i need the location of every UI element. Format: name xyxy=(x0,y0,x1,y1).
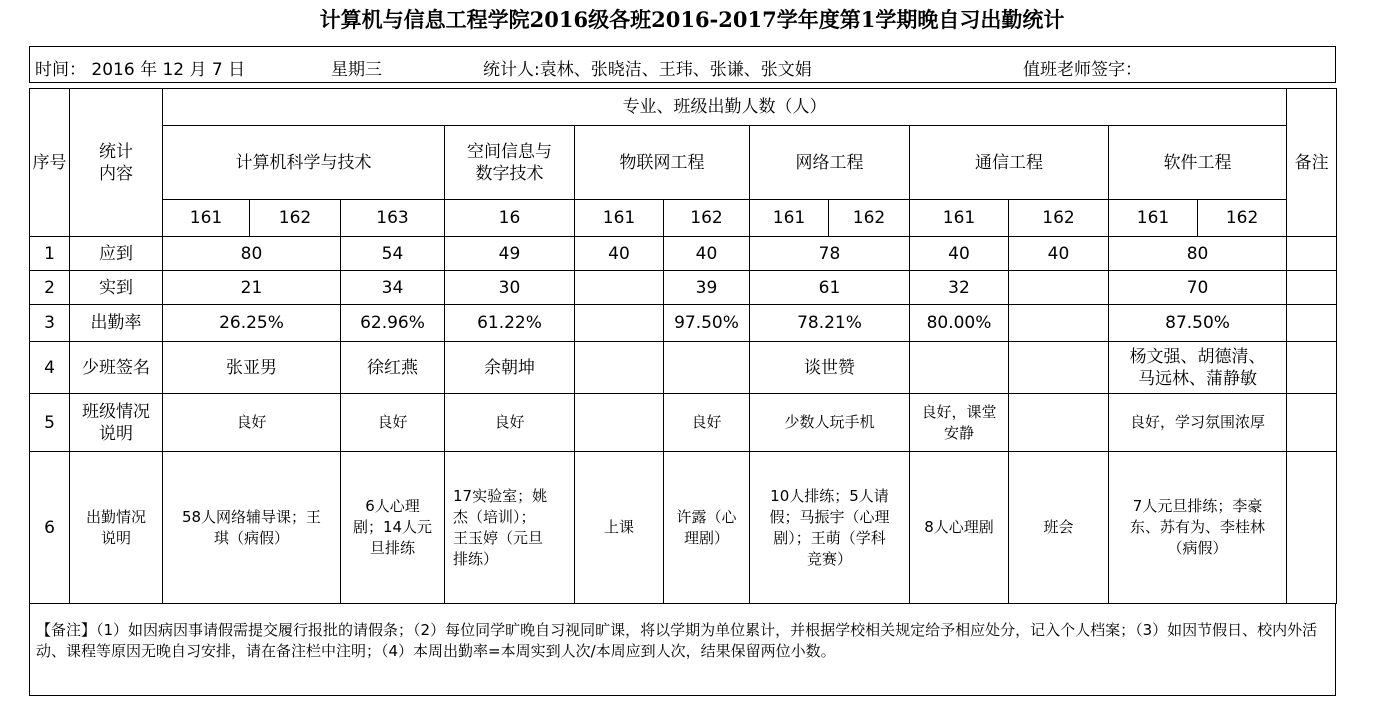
row-number: 2 xyxy=(30,271,70,305)
row-label: 出勤率 xyxy=(70,305,163,342)
cell-remark xyxy=(1287,394,1337,452)
cell-iot-161 xyxy=(575,342,664,394)
attendance-table xyxy=(29,88,1337,604)
cell-remark xyxy=(1287,342,1337,394)
class-cs-161: 161 xyxy=(163,200,250,237)
cell-cs-161-162: 张亚男 xyxy=(163,342,341,394)
cell-software: 杨文强、胡德清、 马远林、蒲静敏 xyxy=(1109,342,1287,394)
seq-header: 序号 xyxy=(30,89,70,237)
row-number: 3 xyxy=(30,305,70,342)
cell-remark xyxy=(1287,452,1337,604)
row-label: 实到 xyxy=(70,271,163,305)
date-field: 时间： 2016 年 12 月 7 日 xyxy=(35,60,246,80)
cell-software: 7人元旦排练；李豪 东、苏有为、李桂林 （病假） xyxy=(1109,452,1287,604)
cell-network: 78.21% xyxy=(750,305,910,342)
cell-remark xyxy=(1287,271,1337,305)
cell-comm-161: 8人心理剧 xyxy=(910,452,1009,604)
cell-cs-163: 徐红燕 xyxy=(341,342,445,394)
cell-spatial-16: 余朝坤 xyxy=(445,342,575,394)
cell-software: 70 xyxy=(1109,271,1287,305)
row-number: 5 xyxy=(30,394,70,452)
cell-iot-162: 良好 xyxy=(664,394,750,452)
table-row xyxy=(30,394,1337,452)
cell-comm-162: 班会 xyxy=(1009,452,1109,604)
cell-iot-161 xyxy=(575,394,664,452)
cell-comm-162 xyxy=(1009,271,1109,305)
table-row xyxy=(30,305,1337,342)
cell-software: 良好，学习氛围浓厚 xyxy=(1109,394,1287,452)
cell-comm-162 xyxy=(1009,394,1109,452)
row-number: 1 xyxy=(30,237,70,271)
cell-cs-161-162: 80 xyxy=(163,237,341,271)
cell-software: 87.50% xyxy=(1109,305,1287,342)
info-bar xyxy=(29,46,1336,83)
row-label: 少班签名 xyxy=(70,342,163,394)
sheet-title: 计算机与信息工程学院2016级各班2016-2017学年度第1学期晚自习出勤统计 xyxy=(319,7,1065,32)
cell-network: 78 xyxy=(750,237,910,271)
major-software: 软件工程 xyxy=(1109,126,1287,200)
class-net-162: 162 xyxy=(829,200,910,237)
cell-remark xyxy=(1287,237,1337,271)
cell-network: 61 xyxy=(750,271,910,305)
row-number: 6 xyxy=(30,452,70,604)
row-label: 出勤情况 说明 xyxy=(70,452,163,604)
attendance-group-header: 专业、班级出勤人数（人） xyxy=(163,89,1287,126)
cell-comm-161: 32 xyxy=(910,271,1009,305)
cell-remark xyxy=(1287,305,1337,342)
cell-iot-161 xyxy=(575,271,664,305)
major-communication: 通信工程 xyxy=(910,126,1109,200)
cell-cs-163: 6人心理 剧；14人元 旦排练 xyxy=(341,452,445,604)
cell-spatial-16: 61.22% xyxy=(445,305,575,342)
cell-iot-162: 97.50% xyxy=(664,305,750,342)
cell-iot-162: 许露（心 理剧） xyxy=(664,452,750,604)
cell-cs-161-162: 26.25% xyxy=(163,305,341,342)
cell-cs-161-162: 21 xyxy=(163,271,341,305)
cell-spatial-16: 49 xyxy=(445,237,575,271)
major-spatial-info: 空间信息与 数字技术 xyxy=(445,126,575,200)
class-sw-162: 162 xyxy=(1198,200,1287,237)
counters-field: 统计人:袁林、张晓洁、王玮、张谦、张文娟 xyxy=(483,60,812,80)
class-iot-161: 161 xyxy=(575,200,664,237)
major-network: 网络工程 xyxy=(750,126,910,200)
cell-iot-161: 40 xyxy=(575,237,664,271)
table-row xyxy=(30,452,1337,604)
cell-comm-161: 良好，课堂 安静 xyxy=(910,394,1009,452)
cell-spatial-16: 良好 xyxy=(445,394,575,452)
cell-cs-163: 62.96% xyxy=(341,305,445,342)
class-spatial-16: 16 xyxy=(445,200,575,237)
cell-software: 80 xyxy=(1109,237,1287,271)
table-row xyxy=(30,342,1337,394)
class-comm-161: 161 xyxy=(910,200,1009,237)
class-cs-163: 163 xyxy=(341,200,445,237)
cell-network: 谈世赞 xyxy=(750,342,910,394)
table-row xyxy=(30,271,1337,305)
row-label: 应到 xyxy=(70,237,163,271)
class-comm-162: 162 xyxy=(1009,200,1109,237)
cell-iot-161 xyxy=(575,305,664,342)
class-cs-162: 162 xyxy=(250,200,341,237)
class-net-161: 161 xyxy=(750,200,829,237)
cell-spatial-16: 30 xyxy=(445,271,575,305)
row-number: 4 xyxy=(30,342,70,394)
notes-section: 【备注】（1）如因病因事请假需提交履行报批的请假条；（2）每位同学旷晚自习视同旷课，将以学期为单位累计，并根据学校相关规定给予相应处分，记入个人档案；（3）如因节假日、校内外活动、课程等原因无晚自习安排，请在备注栏中注明；（4）本周出勤率=本周实到人次/本周应到人次，结果保留两位小数。 xyxy=(29,603,1336,696)
cell-comm-161 xyxy=(910,342,1009,394)
cell-iot-162: 39 xyxy=(664,271,750,305)
table-row xyxy=(30,237,1337,271)
weekday-field: 星期三 xyxy=(331,60,382,80)
cell-iot-162: 40 xyxy=(664,237,750,271)
major-cs: 计算机科学与技术 xyxy=(163,126,445,200)
cell-comm-161: 40 xyxy=(910,237,1009,271)
cell-iot-161: 上课 xyxy=(575,452,664,604)
class-sw-161: 161 xyxy=(1109,200,1198,237)
cell-cs-163: 良好 xyxy=(341,394,445,452)
cell-comm-162 xyxy=(1009,342,1109,394)
cell-cs-163: 54 xyxy=(341,237,445,271)
cell-network: 10人排练；5人请 假；马振宇（心理 剧）；王萌（学科 竞赛） xyxy=(750,452,910,604)
cell-cs-163: 34 xyxy=(341,271,445,305)
content-header: 统计 内容 xyxy=(70,89,163,237)
remark-header: 备注 xyxy=(1287,89,1337,237)
cell-comm-161: 80.00% xyxy=(910,305,1009,342)
class-iot-162: 162 xyxy=(664,200,750,237)
cell-comm-162: 40 xyxy=(1009,237,1109,271)
cell-comm-162 xyxy=(1009,305,1109,342)
cell-cs-161-162: 良好 xyxy=(163,394,341,452)
row-label: 班级情况 说明 xyxy=(70,394,163,452)
cell-spatial-16: 17实验室；姚 杰（培训）； 王玉婷（元旦 排练） xyxy=(445,452,575,604)
cell-network: 少数人玩手机 xyxy=(750,394,910,452)
teacher-signature-field: 值班老师签字： xyxy=(1023,60,1142,80)
major-iot: 物联网工程 xyxy=(575,126,750,200)
cell-cs-161-162: 58人网络辅导课；王 琪（病假） xyxy=(163,452,341,604)
cell-iot-162 xyxy=(664,342,750,394)
